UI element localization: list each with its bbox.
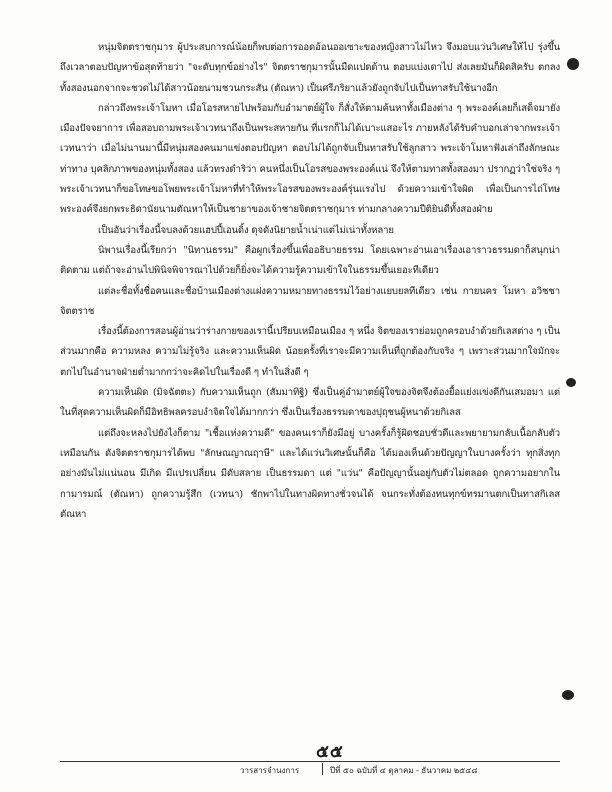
punch-hole-mark xyxy=(562,690,574,700)
paragraph: ความเห็นผิด (มิจฉัตตะ) กับความเห็นถูก (สัมมาทิฐิ) ซึ่งเป็นคู่อำมาตย์ผู้ใจของจิตจึงต้องยื้อแย่งแข่งดีกันเสมอมา แต่ในที่สุดความเห็นผิดก็มีอิทธิพลครอบงำจิตใจได้มากกว่า ซึ่งเป็นเรื่องธรรมดาของปุถุชนผู้หนาด้วยกิเลส xyxy=(60,387,560,419)
punch-hole-mark xyxy=(567,58,579,70)
paragraph: เป็นอันว่าเรื่องนี้จบลงด้วยแฮปปี้เอนดิ้ง ดุจดังนิยายน้ำเน่าแต่ไม่เน่าทั้งหลาย xyxy=(98,224,394,236)
paragraph: กล่าวถึงพระเจ้าโมหา เมื่อโอรสหายไปพร้อมกับอำมาตย์ผู้ใจ ก็สั่งให้ตามค้นหาทั้งเมืองต่าง ๆ พระองค์เลยก็เสด็จมายังเมืองปัจจยาการ เพื่อสอบถามพระเจ้าเวทนาถึงเป็นพระสหายกัน ที่แรกก็ไม่ได้เบาะแสอะไร ภายหลังได้รับคำบอกเล่าจากพระเจ้าเวทนาว่า เมื่อไม่นานมานี้มีหนุ่มสองคนมาแข่งตอบปัญหา ตอบไม่ได้ถูกจับเป็นทาสรับใช้ลูกสาว พระเจ้าโมหาฟังเล่าถึงลักษณะท่าทาง บุคลิกภาพของหนุ่มทั้งสอง แล้วทรงดำริว่า คนหนึ่งเป็นโอรสของพระองค์แน่ จึงให้ตามทาสทั้งสองมา ปรากฏว่าใช่จริง ๆ พระเจ้าเวทนาก็ขอโทษขอโพยพระเจ้าโมหาที่ทำให้พระโอรสของพระองค์รุ่นแรงไป ด้วยความเข้าใจผิด เพื่อเป็นการไถ่โทษ พระองค์จึงยกพระธิดานัยนามตัณหาให้เป็นชายาของเจ้าชายจิตตราชกุมาร ท่ามกลางความปีติยินดีทั้งสองฝ่าย xyxy=(60,102,560,216)
article-body xyxy=(60,38,560,525)
footer-separator xyxy=(322,763,323,775)
punch-hole-mark xyxy=(566,378,576,387)
paragraph: เรื่องนี้ต้องการสอนผู้อ่านว่าร่างกายของเรานี้เปรียบเหมือนเมือง ๆ หนึ่ง จิตของเราย่อมถูกครอบงำด้วยกิเลสต่าง ๆ เป็นส่วนมากคือ ความหลง ความไม่รู้จริง และความเห็นผิด น้อยครั้งที่เราจะมีความเห็นที่ถูกต้องกับจริง ๆ เพราะส่วนมากใจมักจะตกไปในอำนาจฝ่ายต่ำมากกว่าจะคิดไปในเรื่องดี ๆ ทำในสิ่งดี ๆ xyxy=(60,326,560,378)
journal-name: วารสารจำนงการ xyxy=(240,766,300,775)
footer-divider xyxy=(60,761,560,762)
paragraph: หนุ่มจิตตราชกุมาร ผู้ประสบการณ์น้อยก็พบต่อการออดอ้อนออเซาะของหญิงสาวไม่ไหว จึงมอบแว่นวิเศษให้ไป รุ่งขึ้นถึงเวลาตอบปัญหาข้อสุดท้ายว่า "จะดับทุกข์อย่างไร" จิตตราชกุมารนั้นมืดแปดด้าน ตอบแบ่งเดาไป ส่งเลยมันก็ผิดสิครับ ตกลงทั้งสองนอกจากจะชวดไม่ได้สาวน้อยนามชวนกระสัน (ตัณหา) เป็นศรีภริยาแล้วยังถูกจับไปเป็นทาสรับใช้นางอีก xyxy=(60,42,560,94)
paragraph: นิพานเรื่องนี้เรียกว่า "นิทานธรรม" คือผูกเรื่องขึ้นเพื่ออธิบายธรรม โดยเฉพาะอ่านเอาเรื่องเอาราวธรรมดาก็สนุกน่าติดตาม แต่ถ้าจะอ่านไปพินิจพิจารณาไปด้วยก็ยิ่งจะได้ความรู้ความเข้าใจในธรรมขึ้นเยอะทีเดียว xyxy=(60,244,560,277)
page-footer xyxy=(60,738,560,778)
paragraph: แต่ละชื่อทั้งชื่อคนและชื่อบ้านเมืองต่างแฝงความหมายทางธรรมไว้อย่างแยบยลทีเดียว เช่น กายนคร โมหา อวิชชา จิตตราช xyxy=(60,285,560,317)
issue-info: ปีที่ ๕๐ ฉบับที่ ๔ ตุลาคม - ธันวาคม ๒๕๔๘ xyxy=(330,766,478,775)
page-number: ๕๕ xyxy=(316,742,344,762)
paragraph: แต่ถึงจะหลงไปยังไงก็ตาม "เชื้อแห่งความดี" ของคนเราก็ยังมีอยู่ บางครั้งก็รู้ผิดชอบชั่วดีและพยายามกลับเนื้อกลับตัวเหมือนกัน ดังจิตตราชกุมารได้พบ "ลักษณญาณฤาษี" และได้แว่นวิเศษนั้นก็คือ ได้มองเห็นด้วยปัญญาในบางครั้งว่า ทุกสิ่งทุกอย่างมันไม่แน่นอน มีเกิด มีแปรเปลี่ยน มีดับสลาย เป็นธรรมดา แต่ "แว่น" คือปัญญานั้นอยู่กับตัวไม่ตลอด ถูกความอยากในกามารมณ์ (ตัณหา) ถูกความรู้สึก (เวทนา) ชักพาไปในทางผิดทางชั่วจนได้ จนกระทั่งต้องทนทุกข์ทรมานตกเป็นทาสกิเลสตัณหา xyxy=(60,427,560,520)
